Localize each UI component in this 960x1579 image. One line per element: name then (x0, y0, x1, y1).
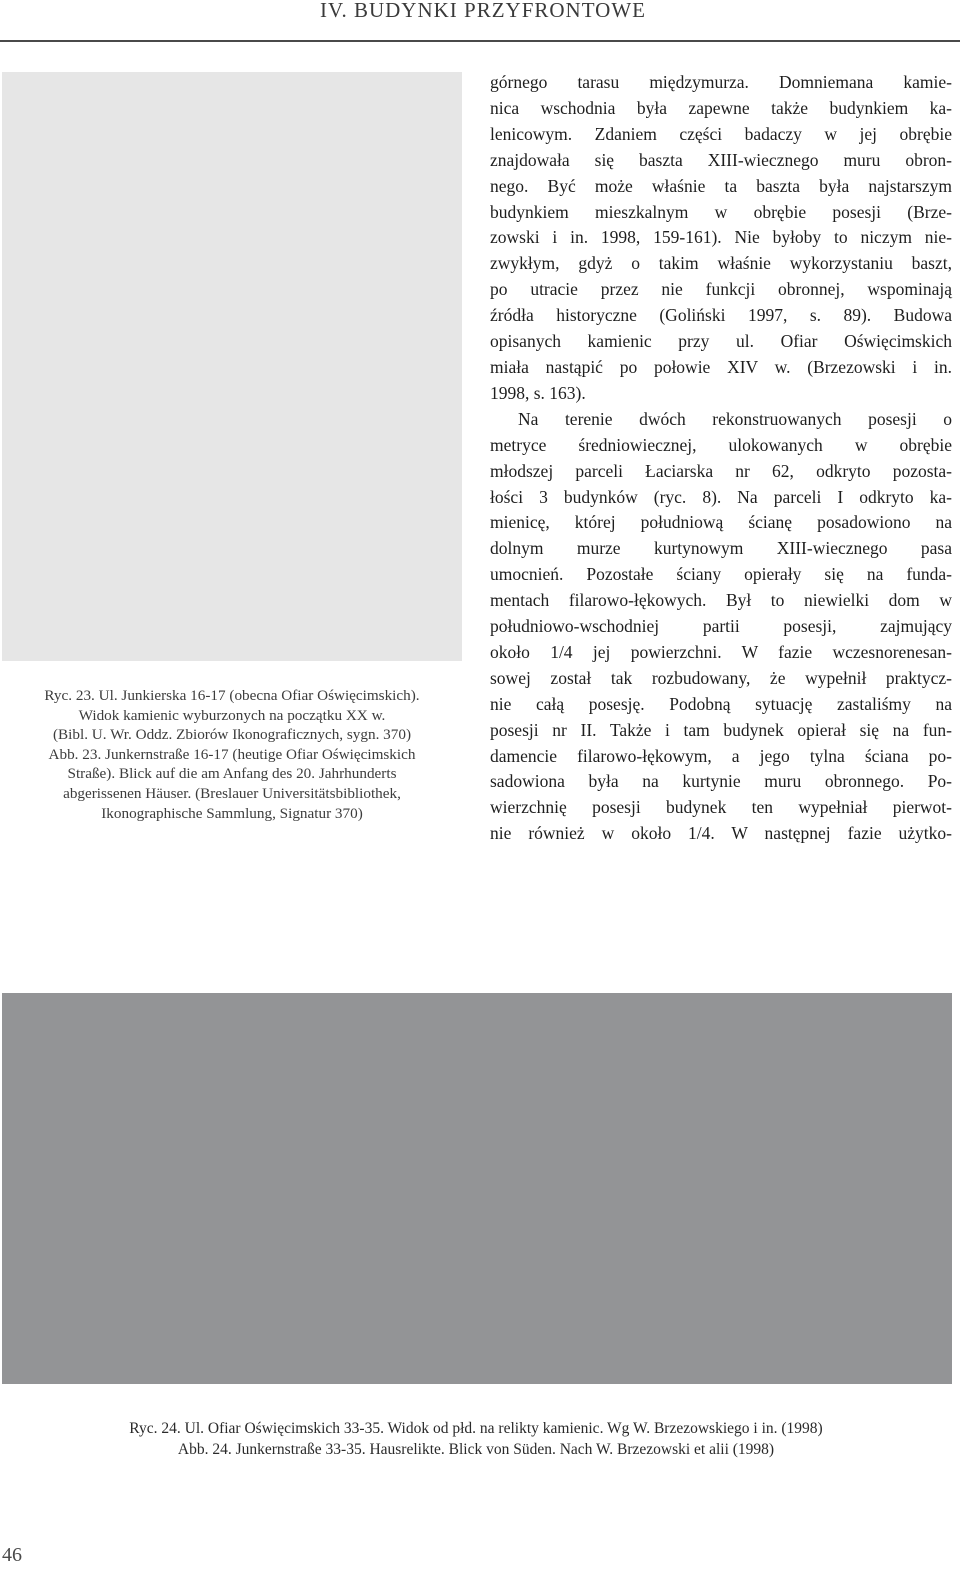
body-line: mentach filarowo-łękowych. Był to niewielki dom w (490, 590, 952, 611)
caption-line: abgerissenen Häuser. (Breslauer Universitätsbibliothek, (63, 784, 401, 802)
running-header-title: IV. BUDYNKI PRZYFRONTOWE (320, 0, 646, 22)
body-line: około 1/4 jej powierzchni. W fazie wczesnorenesan- (490, 641, 952, 662)
caption-line: Ryc. 24. Ul. Ofiar Oświęcimskich 33-35. Widok od płd. na relikty kamienic. Wg W. Brzezowskiego i in. (1998) (129, 1420, 823, 1437)
caption-line: Ryc. 23. Ul. Junkierska 16-17 (obecna Ofiar Oświęcimskich). (44, 687, 420, 704)
body-line: górnego tarasu międzymurza. Domniemana kamie- (490, 72, 952, 92)
body-line: sadowiona była na kurtynie muru obronnego. Po- (490, 771, 952, 792)
body-line: miała nastąpić po połowie XIV w. (Brzezowski i in. (490, 356, 952, 377)
body-line: zwykłym, gdyż o takim właśnie wykorzystaniu baszt, (490, 253, 952, 274)
body-line: opisanych kamienic przy ul. Ofiar Oświęcimskich (490, 331, 952, 352)
body-line: nie również w około 1/4. W następnej fazie użytko- (490, 823, 952, 844)
figure-24-caption (0, 1418, 952, 1460)
body-line: nego. Być może właśnie ta baszta była najstarszym (490, 175, 952, 196)
body-line: młodszej parceli Łaciarska nr 62, odkryto pozosta- (490, 460, 952, 481)
body-line: znajdowała się baszta XIII-wiecznego muru obron- (490, 149, 952, 170)
figure-23-caption (2, 686, 462, 823)
body-line: Na terenie dwóch rekonstruowanych posesji o (518, 408, 952, 429)
body-line: po utracie przez nie funkcji obronnej, wspominają (490, 279, 952, 300)
caption-line: Abb. 24. Junkernstraße 33-35. Hausrelikte. Blick von Süden. Nach W. Brzezowski et alii (1998) (177, 1441, 775, 1458)
body-line: nie całą posesję. Podobną sytuację zastaliśmy na (490, 693, 952, 714)
body-line: nica wschodnia była zapewne także budynkiem ka- (490, 97, 952, 118)
caption-line: Straße). Blick auf die am Anfang des 20. Jahrhunderts (67, 765, 397, 783)
body-line: sowej został tak rozbudowany, że wypełnił praktycz- (490, 667, 952, 688)
body-line: zowski i in. 1998, 159-161). Nie byłoby to niczym nie- (490, 227, 952, 248)
body-line: damencie filarowo-łękowym, a jego tylna ściana po- (490, 745, 952, 766)
body-text-column (490, 70, 952, 847)
body-line: łości 3 budynków (ryc. 8). Na parceli I odkryto ka- (490, 486, 952, 507)
body-line: budynkiem mieszkalnym w obrębie posesji (Brze- (490, 201, 952, 222)
body-line: umocnień. Pozostałe ściany opierały się na funda- (490, 564, 952, 585)
caption-line: (Bibl. U. Wr. Oddz. Zbiorów Ikonograficznych, sygn. 370) (52, 726, 412, 744)
figure-23-image-placeholder (2, 72, 462, 661)
body-line: metryce średniowiecznej, ulokowanych w obrębie (490, 434, 952, 455)
caption-line: Widok kamienic wyburzonych na początku XX w. (78, 706, 386, 724)
body-line: wierzchnię posesji budynek ten wypełniał pierwot- (490, 797, 952, 818)
body-line: dolnym murze kurtynowym XIII-wiecznego pasa (490, 538, 952, 559)
figure-24-image-placeholder (2, 993, 952, 1384)
caption-line: Ikonographische Sammlung, Signatur 370) (101, 804, 363, 822)
header-rule (0, 40, 960, 42)
body-line: posesji nr II. Także i tam budynek opierał się na fun- (490, 719, 952, 740)
body-line: mienicę, której południową ścianę posadowiono na (490, 512, 952, 533)
running-header (0, 0, 960, 28)
body-line: źródła historyczne (Goliński 1997, s. 89). Budowa (490, 305, 952, 326)
page-number: 46 (2, 1544, 22, 1566)
body-line: 1998, s. 163). (490, 382, 586, 403)
body-line: lenicowym. Zdaniem części badaczy w jej obrębie (490, 123, 952, 144)
caption-line: Abb. 23. Junkernstraße 16-17 (heutige Ofiar Oświęcimskich (48, 745, 416, 763)
body-line: południowo-wschodniej partii posesji, zajmujący (490, 616, 952, 637)
